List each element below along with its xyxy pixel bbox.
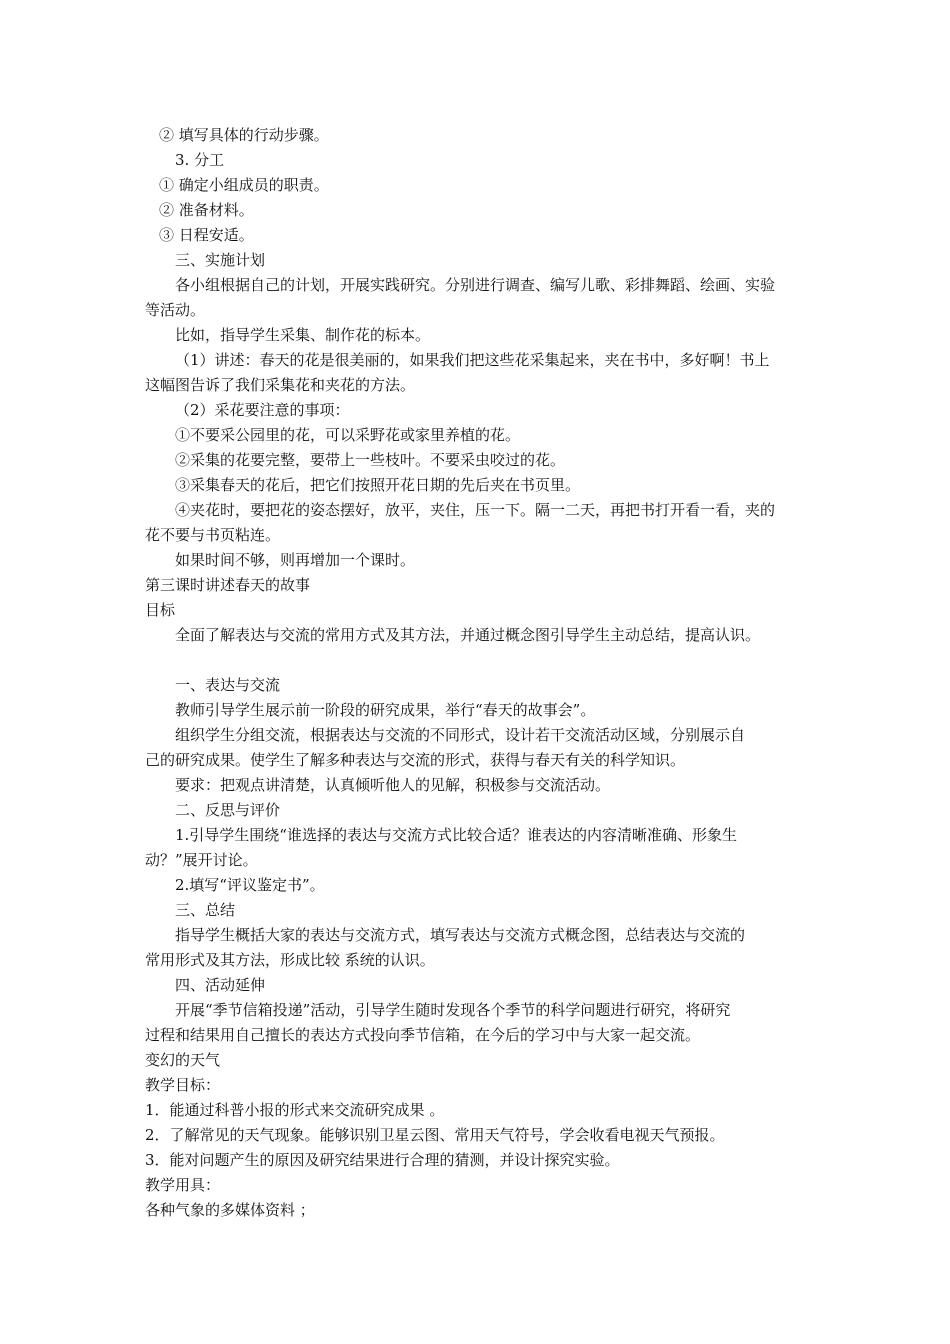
- text-line: ①不要采公园里的花，可以采野花或家里养植的花。: [175, 426, 521, 444]
- text-line: ② 填写具体的行动步骤。: [159, 126, 329, 144]
- text-line: （2）采花要注意的事项：: [175, 401, 350, 419]
- text-line: 2．了解常见的天气现象。能够识别卫星云图、常用天气符号，学会收看电视天气预报。: [145, 1126, 725, 1144]
- text-line: 1．能通过科普小报的形式来交流研究成果 。: [145, 1101, 445, 1119]
- text-line: 三、实施计划: [175, 251, 266, 269]
- text-line: 二、反思与评价: [175, 801, 281, 819]
- text-line: 四、活动延伸: [175, 976, 266, 994]
- text-line: 比如，指导学生采集、制作花的标本。: [175, 326, 431, 344]
- text-line: 2.填写“评议鉴定书”。: [175, 876, 325, 894]
- blank-line: [145, 648, 810, 673]
- text-line: 指导学生概括大家的表达与交流方式，填写表达与交流方式概念图，总结表达与交流的: [175, 926, 746, 944]
- text-line: 等活动。: [145, 301, 206, 319]
- text-line: 1.引导学生围绕“谁选择的表达与交流方式比较合适？谁表达的内容清晰准确、形象生: [175, 826, 737, 844]
- text-line: 全面了解表达与交流的常用方式及其方法，并通过概念图引导学生主动总结，提高认识。: [175, 626, 761, 644]
- text-line: ③ 日程安适。: [159, 226, 254, 244]
- text-line: ① 确定小组成员的职责。: [159, 176, 329, 194]
- text-line: 变幻的天气: [145, 1051, 221, 1069]
- text-line: 如果时间不够，则再增加一个课时。: [175, 551, 416, 569]
- text-line: ②采集的花要完整，要带上一些枝叶。不要采虫咬过的花。: [175, 451, 566, 469]
- text-line: 各种气象的多媒体资料 ；: [145, 1201, 315, 1219]
- text-line: 第三课时讲述春天的故事: [145, 576, 311, 594]
- text-line: 这幅图告诉了我们采集花和夹花的方法。: [145, 376, 416, 394]
- text-line: 3．能对问题产生的原因及研究结果进行合理的猜测，并设计探究实验。: [145, 1151, 620, 1169]
- text-line: 一、表达与交流: [175, 676, 281, 694]
- text-line: 开展“季节信箱投递”活动，引导学生随时发现各个季节的科学问题进行研究，将研究: [175, 1001, 731, 1019]
- text-line: 花不要与书页粘连。: [145, 526, 281, 544]
- document-body: [145, 123, 810, 1223]
- text-line: 动？”展开讨论。: [145, 851, 258, 869]
- text-line: 过程和结果用自己擅长的表达方式投向季节信箱，在今后的学习中与大家一起交流。: [145, 1026, 701, 1044]
- text-line: 教学目标：: [145, 1076, 221, 1094]
- text-line: ③采集春天的花后，把它们按照开花日期的先后夹在书页里。: [175, 476, 581, 494]
- text-line: ④夹花时，要把花的姿态摆好，放平，夹住，压一下。隔一二天，再把书打开看一看，夹的: [175, 501, 776, 519]
- text-line: （1）讲述：春天的花是很美丽的，如果我们把这些花采集起来，夹在书中，多好啊！书上: [175, 351, 770, 369]
- text-line: 要求：把观点讲清楚，认真倾听他人的见解，积极参与交流活动。: [175, 776, 611, 794]
- text-line: 三、总结: [175, 901, 236, 919]
- text-line: 目标: [145, 601, 176, 619]
- text-line: 教学用具：: [145, 1176, 221, 1194]
- text-line: ② 准备材料。: [159, 201, 254, 219]
- text-line: 各小组根据自己的计划，开展实践研究。分别进行调查、编写儿歌、彩排舞蹈、绘画、实验: [175, 276, 776, 294]
- text-line: 教师引导学生展示前一阶段的研究成果，举行“春天的故事会”。: [175, 701, 596, 719]
- text-line: 常用形式及其方法，形成比较 系统的认识。: [145, 951, 435, 969]
- text-line: 组织学生分组交流，根据表达与交流的不同形式，设计若干交流活动区域，分别展示自: [175, 726, 746, 744]
- text-line: 3. 分工: [175, 151, 225, 169]
- text-line: 己的研究成果。使学生了解多种表达与交流的形式，获得与春天有关的科学知识。: [145, 751, 686, 769]
